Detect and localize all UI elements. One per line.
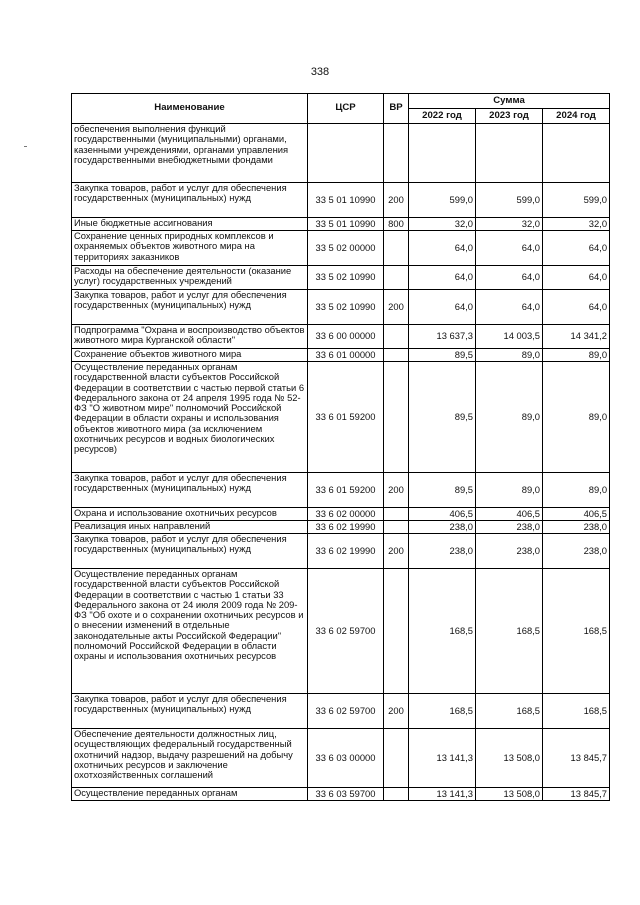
cell-2024 <box>543 124 610 183</box>
table-row <box>72 325 610 349</box>
table-row <box>72 569 610 694</box>
budget-table <box>71 93 610 801</box>
cell-name: Закупка товаров, работ и услуг для обеспечения государственных (муниципальных) нужд <box>72 183 308 218</box>
cell-csr: 33 6 01 59200 <box>308 362 384 473</box>
cell-vr: 200 <box>384 694 409 729</box>
cell-name: Осуществление переданных органам <box>72 788 308 801</box>
table-row <box>72 124 610 183</box>
cell-csr: 33 5 02 00000 <box>308 231 384 266</box>
cell-vr <box>384 569 409 694</box>
cell-2023: 89,0 <box>476 362 543 473</box>
cell-name: Осуществление переданных органам государственной власти субъектов Российской Федерации в соответствии с частью 1 статьи 33 Федерального закона от 24 июля 2009 года № 209-ФЗ "Об охоте и о сохранении охотничьих ресурсов и о внесении изменений в отдельные законодательные акты Российской Федерации" полномочий Российской Федерации в области охраны и использования охотничьих ресурсов <box>72 569 308 694</box>
cell-csr: 33 6 01 00000 <box>308 349 384 362</box>
table-row <box>72 349 610 362</box>
cell-vr <box>384 266 409 290</box>
cell-2024: 238,0 <box>543 521 610 534</box>
cell-csr: 33 5 01 10990 <box>308 183 384 218</box>
cell-csr <box>308 124 384 183</box>
table-row <box>72 183 610 218</box>
cell-csr: 33 6 02 19990 <box>308 534 384 569</box>
cell-2023 <box>476 124 543 183</box>
cell-vr <box>384 788 409 801</box>
cell-2024: 168,5 <box>543 694 610 729</box>
cell-csr: 33 6 02 59700 <box>308 569 384 694</box>
cell-name: Охрана и использование охотничьих ресурсов <box>72 508 308 521</box>
cell-name: Закупка товаров, работ и услуг для обеспечения государственных (муниципальных) нужд <box>72 290 308 325</box>
table-row <box>72 231 610 266</box>
cell-2023: 168,5 <box>476 694 543 729</box>
cell-2024: 238,0 <box>543 534 610 569</box>
cell-2022: 89,5 <box>409 362 476 473</box>
cell-name: Осуществление переданных органам государственной власти субъектов Российской Федерации в соответствии с частью первой статьи 6 Федерального закона от 24 апреля 1995 года № 52-ФЗ "О животном мире" полномочий Российской Федерации в области охраны и использования объектов животного мира (за исключением охотничьих ресурсов и водных биологических ресурсов) <box>72 362 308 473</box>
cell-2024: 168,5 <box>543 569 610 694</box>
cell-2024: 89,0 <box>543 349 610 362</box>
cell-csr: 33 5 02 10990 <box>308 266 384 290</box>
cell-2023: 64,0 <box>476 290 543 325</box>
cell-2022: 64,0 <box>409 231 476 266</box>
cell-vr: 200 <box>384 534 409 569</box>
cell-2022: 238,0 <box>409 534 476 569</box>
cell-2024: 406,5 <box>543 508 610 521</box>
cell-2023: 13 508,0 <box>476 729 543 788</box>
cell-2024: 89,0 <box>543 362 610 473</box>
cell-2022: 89,5 <box>409 349 476 362</box>
table-row <box>72 508 610 521</box>
cell-csr: 33 5 01 10990 <box>308 218 384 231</box>
cell-2024: 14 341,2 <box>543 325 610 349</box>
cell-2024: 13 845,7 <box>543 729 610 788</box>
table-row <box>72 218 610 231</box>
table-row <box>72 290 610 325</box>
cell-vr <box>384 349 409 362</box>
cell-vr <box>384 521 409 534</box>
cell-2023: 64,0 <box>476 231 543 266</box>
cell-2024: 64,0 <box>543 231 610 266</box>
header-year-2024: 2024 год <box>543 109 610 124</box>
cell-2022: 13 141,3 <box>409 788 476 801</box>
cell-2023: 599,0 <box>476 183 543 218</box>
cell-2023: 32,0 <box>476 218 543 231</box>
cell-2024: 64,0 <box>543 266 610 290</box>
cell-2023: 14 003,5 <box>476 325 543 349</box>
cell-csr: 33 6 00 00000 <box>308 325 384 349</box>
cell-name: Иные бюджетные ассигнования <box>72 218 308 231</box>
cell-2022: 89,5 <box>409 473 476 508</box>
cell-name: Обеспечение деятельности должностных лиц, осуществляющих федеральный государственный охотничий надзор, выдачу разрешений на добычу охотничьих ресурсов и заключение охотхозяйственных соглашений <box>72 729 308 788</box>
cell-2022: 406,5 <box>409 508 476 521</box>
table-row <box>72 362 610 473</box>
cell-name: Подпрограмма "Охрана и воспроизводство объектов животного мира Курганской области" <box>72 325 308 349</box>
cell-vr <box>384 124 409 183</box>
cell-2023: 168,5 <box>476 569 543 694</box>
cell-name: Закупка товаров, работ и услуг для обеспечения государственных (муниципальных) нужд <box>72 473 308 508</box>
table-row <box>72 266 610 290</box>
cell-csr: 33 6 03 00000 <box>308 729 384 788</box>
cell-2022: 168,5 <box>409 569 476 694</box>
cell-name: обеспечения выполнения функций государственными (муниципальными) органами, казенными учреждениями, органами управления государственными внебюджетными фондами <box>72 124 308 183</box>
cell-2022: 64,0 <box>409 290 476 325</box>
header-name: Наименование <box>72 94 308 124</box>
header-csr: ЦСР <box>308 94 384 124</box>
table-body <box>72 124 610 801</box>
page-number: 338 <box>310 66 330 78</box>
cell-2023: 238,0 <box>476 521 543 534</box>
cell-2023: 13 508,0 <box>476 788 543 801</box>
cell-2022: 599,0 <box>409 183 476 218</box>
cell-2022: 13 141,3 <box>409 729 476 788</box>
cell-vr <box>384 362 409 473</box>
cell-2024: 599,0 <box>543 183 610 218</box>
header-year-2023: 2023 год <box>476 109 543 124</box>
header-sum: Сумма <box>409 94 610 109</box>
table-row <box>72 729 610 788</box>
cell-vr <box>384 231 409 266</box>
cell-2022: 168,5 <box>409 694 476 729</box>
cell-name: Закупка товаров, работ и услуг для обеспечения государственных (муниципальных) нужд <box>72 694 308 729</box>
cell-name: Закупка товаров, работ и услуг для обеспечения государственных (муниципальных) нужд <box>72 534 308 569</box>
cell-2022 <box>409 124 476 183</box>
cell-vr: 800 <box>384 218 409 231</box>
cell-csr: 33 6 02 00000 <box>308 508 384 521</box>
table-row <box>72 521 610 534</box>
cell-csr: 33 6 03 59700 <box>308 788 384 801</box>
cell-2023: 64,0 <box>476 266 543 290</box>
cell-name: Сохранение ценных природных комплексов и охраняемых объектов животного мира на территориях заказников <box>72 231 308 266</box>
cell-2023: 238,0 <box>476 534 543 569</box>
cell-vr <box>384 325 409 349</box>
cell-2024: 64,0 <box>543 290 610 325</box>
cell-2022: 64,0 <box>409 266 476 290</box>
cell-vr: 200 <box>384 290 409 325</box>
cell-2024: 89,0 <box>543 473 610 508</box>
cell-2022: 32,0 <box>409 218 476 231</box>
cell-2022: 238,0 <box>409 521 476 534</box>
cell-2022: 13 637,3 <box>409 325 476 349</box>
cell-2023: 89,0 <box>476 473 543 508</box>
table-row <box>72 534 610 569</box>
cell-vr <box>384 508 409 521</box>
cell-2024: 32,0 <box>543 218 610 231</box>
header-year-2022: 2022 год <box>409 109 476 124</box>
table-row <box>72 694 610 729</box>
cell-vr: 200 <box>384 473 409 508</box>
cell-name: Сохранение объектов животного мира <box>72 349 308 362</box>
header-vr: ВР <box>384 94 409 124</box>
cell-2023: 89,0 <box>476 349 543 362</box>
cell-name: Реализация иных направлений <box>72 521 308 534</box>
table-row <box>72 473 610 508</box>
cell-vr <box>384 729 409 788</box>
cell-name: Расходы на обеспечение деятельности (оказание услуг) государственных учреждений <box>72 266 308 290</box>
scan-speck <box>24 146 27 147</box>
cell-csr: 33 6 01 59200 <box>308 473 384 508</box>
table-row <box>72 788 610 801</box>
cell-2023: 406,5 <box>476 508 543 521</box>
cell-csr: 33 6 02 19990 <box>308 521 384 534</box>
cell-csr: 33 6 02 59700 <box>308 694 384 729</box>
cell-csr: 33 5 02 10990 <box>308 290 384 325</box>
cell-2024: 13 845,7 <box>543 788 610 801</box>
cell-vr: 200 <box>384 183 409 218</box>
